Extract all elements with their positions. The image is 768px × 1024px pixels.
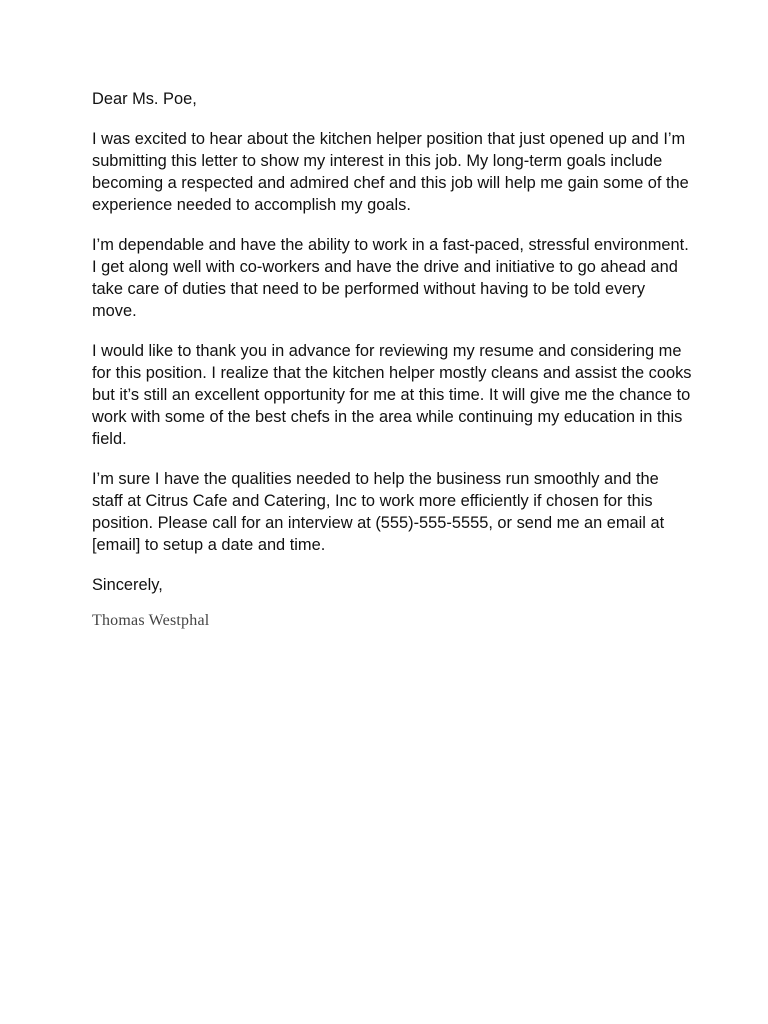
salutation: Dear Ms. Poe, — [92, 90, 197, 108]
signature: Thomas Westphal — [92, 612, 210, 629]
cover-letter — [92, 88, 692, 632]
closing: Sincerely, — [92, 576, 163, 594]
body-paragraph-4: I’m sure I have the qualities needed to help the business run smoothly and the staff at Citrus Cafe and Catering, Inc to work more efficiently if chosen for this position. Please call for an interview at (555)-555-5555, or send me an email at [email] to setup a date and time. — [92, 470, 665, 554]
body-paragraph-1: I was excited to hear about the kitchen helper position that just opened up and I’m submitting this letter to show my interest in this job. My long-term goals include becoming a respected and admired chef and this job will help me gain some of the experience needed to accomplish my goals. — [92, 130, 689, 214]
body-paragraph-3: I would like to thank you in advance for reviewing my resume and considering me for this position. I realize that the kitchen helper mostly cleans and assist the cooks but it’s still an excellent opportunity for me at this time. It will give me the chance to work with some of the best chefs in the area while continuing my education in this field. — [92, 342, 692, 448]
body-paragraph-2: I’m dependable and have the ability to work in a fast-paced, stressful environment. I get along well with co-workers and have the drive and initiative to go ahead and take care of duties that need to be performed without having to be told every move. — [92, 236, 689, 320]
